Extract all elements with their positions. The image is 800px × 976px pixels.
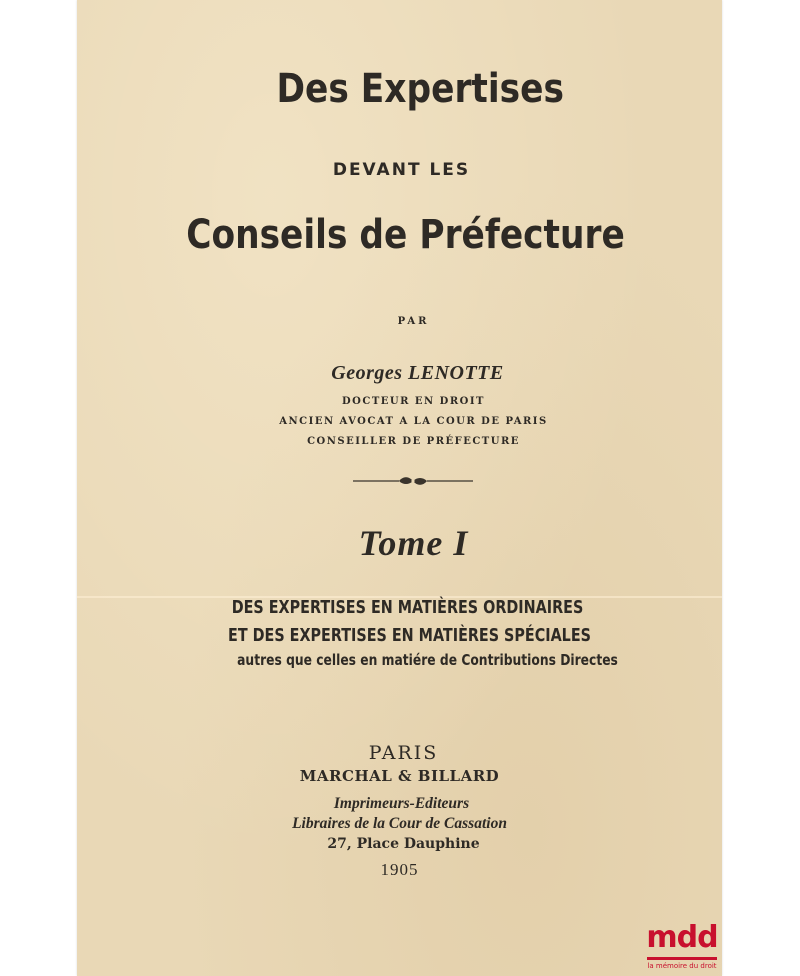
imprint-address: 27, Place Dauphine (327, 836, 480, 852)
title-line-1: Des Expertises (276, 66, 564, 112)
imprint-city: PARIS (368, 742, 439, 764)
volume-subtitle-line: DES EXPERTISES EN MATIÈRES ORDINAIRES (231, 598, 584, 618)
imprint-year: 1905 (380, 860, 419, 879)
volume-label: Tome I (358, 523, 469, 563)
imprint-publisher-role: Libraires de la Cour de Cassation (292, 815, 507, 832)
author-name: Georges LENOTTE (331, 362, 504, 384)
qualification-line: CONSEILLER DE PRÉFECTURE (307, 436, 520, 447)
title-line-3: Conseils de Préfecture (186, 212, 625, 258)
title-page (77, 0, 722, 976)
logo-brand: mdd (646, 920, 718, 955)
imprint-publisher-role: Imprimeurs-Editeurs (333, 795, 470, 812)
volume-subtitle-line: ET DES EXPERTISES EN MATIÈRES SPÉCIALES (228, 626, 591, 646)
logo-underline (647, 957, 717, 960)
ornament-divider-icon (353, 474, 473, 488)
qualification-line: ANCIEN AVOCAT A LA COUR DE PARIS (279, 416, 548, 427)
imprint-publisher: MARCHAL & BILLARD (299, 767, 500, 785)
title-line-2: DEVANT LES (332, 160, 471, 180)
author-qualifications (91, 392, 736, 452)
logo-tagline: la mémoire du droit (647, 962, 717, 970)
qualification-line: DOCTEUR EN DROIT (342, 396, 485, 407)
mdd-logo (642, 920, 722, 976)
byline-par: PAR (397, 316, 430, 327)
volume-subtitle-line: autres que celles en matiére de Contributions Directes (237, 651, 618, 669)
